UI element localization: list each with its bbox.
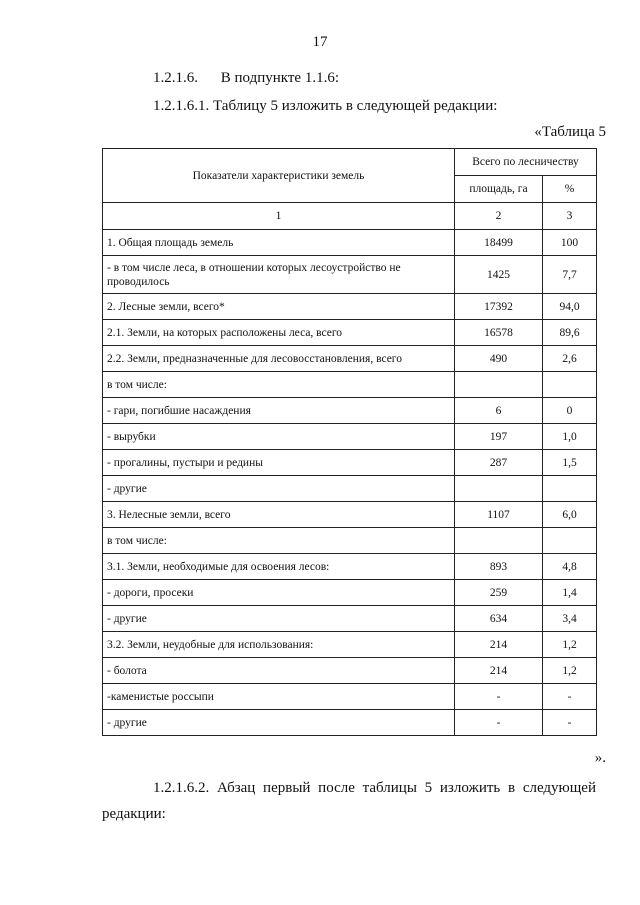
header-group: Всего по лесничеству — [455, 149, 597, 176]
table-body — [103, 230, 597, 736]
table-row — [103, 658, 597, 684]
land-characteristics-table — [102, 148, 597, 736]
section-heading-1 — [153, 70, 339, 87]
header-percent: % — [543, 176, 597, 203]
row-label: 2.1. Земли, на которых расположены леса, всего — [103, 320, 455, 346]
row-percent: 1,0 — [543, 424, 597, 450]
row-label: - болота — [103, 658, 455, 684]
row-percent: 6,0 — [543, 502, 597, 528]
row-percent: 2,6 — [543, 346, 597, 372]
row-area: 197 — [455, 424, 543, 450]
row-percent: 1,2 — [543, 658, 597, 684]
row-area: 17392 — [455, 294, 543, 320]
row-area: 6 — [455, 398, 543, 424]
row-label: в том числе: — [103, 528, 455, 554]
row-percent: - — [543, 684, 597, 710]
row-percent: 1,2 — [543, 632, 597, 658]
row-area — [455, 476, 543, 502]
row-label: 2. Лесные земли, всего* — [103, 294, 455, 320]
row-label: 3. Нелесные земли, всего — [103, 502, 455, 528]
table-row — [103, 684, 597, 710]
table-row — [103, 450, 597, 476]
row-label: 2.2. Земли, предназначенные для лесовосстановления, всего — [103, 346, 455, 372]
row-label: - прогалины, пустыри и редины — [103, 450, 455, 476]
row-label: - гари, погибшие насаждения — [103, 398, 455, 424]
row-area: 18499 — [455, 230, 543, 256]
table-row — [103, 710, 597, 736]
row-percent: 0 — [543, 398, 597, 424]
table-row — [103, 528, 597, 554]
closing-quote: ». — [594, 750, 606, 766]
table-row — [103, 424, 597, 450]
row-label: - другие — [103, 606, 455, 632]
row-percent: 1,5 — [543, 450, 597, 476]
row-percent: 4,8 — [543, 554, 597, 580]
row-area: 893 — [455, 554, 543, 580]
header-indicator: Показатели характеристики земель — [103, 149, 455, 203]
row-area: - — [455, 684, 543, 710]
table-row — [103, 346, 597, 372]
paragraph-line-2: редакции: — [102, 806, 166, 822]
row-area: 1425 — [455, 256, 543, 294]
table-caption: «Таблица 5 — [534, 124, 606, 140]
table-row — [103, 398, 597, 424]
row-area: - — [455, 710, 543, 736]
table-row — [103, 320, 597, 346]
row-percent: 89,6 — [543, 320, 597, 346]
row-label: 3.2. Земли, неудобные для использования: — [103, 632, 455, 658]
row-label: - вырубки — [103, 424, 455, 450]
row-area — [455, 528, 543, 554]
row-percent — [543, 476, 597, 502]
table-row — [103, 294, 597, 320]
row-area: 259 — [455, 580, 543, 606]
row-area: 490 — [455, 346, 543, 372]
section-heading-2: 1.2.1.6.1. Таблицу 5 изложить в следующей редакции: — [153, 98, 498, 114]
column-number-1: 1 — [103, 203, 455, 230]
column-number-3: 3 — [543, 203, 597, 230]
table-row — [103, 554, 597, 580]
table-row — [103, 606, 597, 632]
row-label: 1. Общая площадь земель — [103, 230, 455, 256]
row-label: - другие — [103, 476, 455, 502]
paragraph-line-1: 1.2.1.6.2. Абзац первый после таблицы 5 изложить в следующей — [153, 780, 596, 796]
row-percent: 1,4 — [543, 580, 597, 606]
row-percent: 7,7 — [543, 256, 597, 294]
row-area: 634 — [455, 606, 543, 632]
row-label: - другие — [103, 710, 455, 736]
row-area: 214 — [455, 658, 543, 684]
row-area: 1107 — [455, 502, 543, 528]
table-row — [103, 632, 597, 658]
column-number-2: 2 — [455, 203, 543, 230]
row-label: - дороги, просеки — [103, 580, 455, 606]
row-percent — [543, 372, 597, 398]
row-label: в том числе: — [103, 372, 455, 398]
row-percent: 94,0 — [543, 294, 597, 320]
table-row — [103, 372, 597, 398]
row-area: 214 — [455, 632, 543, 658]
header-area: площадь, га — [455, 176, 543, 203]
row-percent: - — [543, 710, 597, 736]
page-number: 17 — [312, 34, 328, 50]
row-label: - в том числе леса, в отношении которых лесоустройство не проводилось — [103, 256, 455, 294]
section-heading-1-text: В подпункте 1.1.6: — [220, 70, 340, 86]
table-row — [103, 580, 597, 606]
row-percent: 3,4 — [543, 606, 597, 632]
row-area: 16578 — [455, 320, 543, 346]
row-label: -каменистые россыпи — [103, 684, 455, 710]
table-row — [103, 230, 597, 256]
row-percent: 100 — [543, 230, 597, 256]
row-label: 3.1. Земли, необходимые для освоения лесов: — [103, 554, 455, 580]
row-area: 287 — [455, 450, 543, 476]
section-heading-1-number: 1.2.1.6. — [153, 70, 198, 86]
row-area — [455, 372, 543, 398]
table-row — [103, 256, 597, 294]
table-row — [103, 502, 597, 528]
row-percent — [543, 528, 597, 554]
table-row — [103, 476, 597, 502]
